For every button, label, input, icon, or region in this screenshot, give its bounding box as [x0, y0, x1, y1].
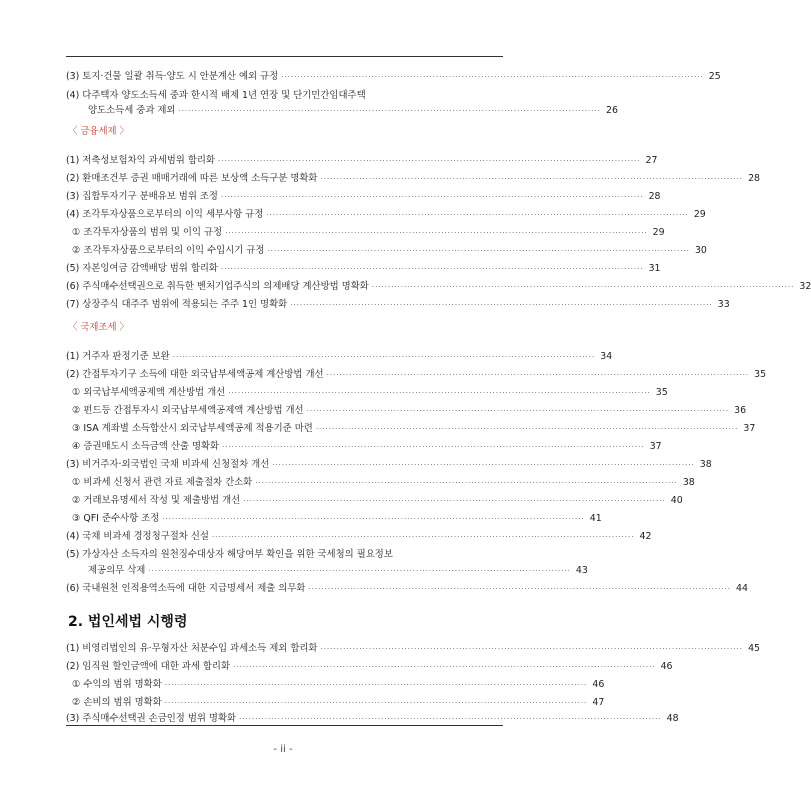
toc-entry[interactable]: [66, 259, 661, 275]
toc-entry[interactable]: [66, 151, 658, 167]
toc-entry-text: ② 조각투자상품으로부터의 이익 수입시기 규정: [72, 245, 265, 256]
leader-dots: ···································································································································: [266, 211, 689, 219]
toc-entry[interactable]: [66, 709, 679, 725]
toc-entry[interactable]: [66, 473, 695, 489]
leader-dots: ···································································································································: [315, 425, 739, 433]
toc-entry[interactable]: [66, 693, 605, 709]
leader-dots: ···································································································································: [308, 585, 731, 593]
leader-dots: ···································································································································: [228, 389, 651, 397]
toc-entry-text: (1) 비영리법인의 유·무형자산 처분수입 과세소득 제외 합리화: [66, 643, 318, 654]
toc-entry[interactable]: [66, 509, 602, 525]
toc-entry[interactable]: [66, 67, 721, 83]
leader-dots: ···································································································································: [320, 645, 743, 653]
leader-dots: ···································································································································: [148, 567, 571, 575]
leader-dots: ···································································································································: [272, 461, 695, 469]
toc-entry[interactable]: [66, 527, 652, 543]
leader-dots: ···································································································································: [162, 515, 585, 523]
toc-entry-text: ④ 증권매도시 소득금액 산출 명확화: [72, 441, 220, 452]
toc-page-number: 27: [645, 155, 658, 166]
toc-entry[interactable]: [66, 365, 767, 381]
toc-entry-text: ① 비과세 신청서 관련 자료 제출절차 간소화: [72, 477, 253, 488]
toc-page-number: 28: [648, 191, 661, 202]
leader-dots: ···································································································································: [222, 443, 645, 451]
leader-dots: ···································································································································: [371, 283, 795, 291]
toc-entry[interactable]: [66, 437, 662, 453]
leader-dots: ···································································································································: [225, 229, 648, 237]
toc-page-number: 29: [652, 227, 665, 238]
toc-page-number: 44: [736, 583, 748, 594]
toc-frame: [66, 56, 811, 726]
toc-entry[interactable]: [66, 101, 618, 117]
toc-entry-text: (4) 국채 비과세 경정청구절차 신설: [66, 531, 209, 542]
toc-entry[interactable]: [66, 419, 756, 435]
toc-entry-text: 양도소득세 중과 제외: [88, 105, 176, 116]
toc-entry[interactable]: [66, 86, 489, 102]
toc-page-number: 37: [743, 423, 756, 434]
toc-entry-text: (2) 임직원 할인금액에 대한 과세 합리화: [66, 661, 231, 672]
toc-page-number: 36: [734, 405, 747, 416]
toc-page-number: 28: [748, 173, 760, 184]
toc-entry-text: ① 외국납부세액공제액 계산방법 개선: [72, 387, 226, 398]
toc-entry-text: (6) 국내원천 인적용역소득에 대한 지급명세서 제출 의무화: [66, 583, 306, 594]
leader-dots: ···································································································································: [233, 663, 656, 671]
toc-page-number: 43: [575, 565, 588, 576]
toc-page-number: 48: [666, 713, 679, 724]
toc-entry[interactable]: [66, 169, 760, 185]
toc-entry-text: 제공의무 삭제: [88, 565, 146, 576]
leader-dots: ···································································································································: [281, 73, 704, 81]
toc-entry[interactable]: [66, 223, 665, 239]
toc-entry-text: (4) 다주택자 양도소득세 중과 한시적 배제 1년 연장 및 단기민간임대주택: [66, 90, 366, 101]
leader-dots: ···································································································································: [267, 247, 690, 255]
toc-page-number: 35: [754, 369, 767, 380]
toc-entry[interactable]: [66, 347, 613, 363]
category-heading-finance: 〈 금융세제 〉: [68, 126, 129, 137]
toc-entry-text: ② 손비의 범위 명확화: [72, 697, 162, 708]
leader-dots: ···································································································································: [221, 193, 644, 201]
toc-entry-text: ① 조각투자상품의 범위 및 이익 규정: [72, 227, 223, 238]
toc-entry[interactable]: [66, 579, 748, 595]
leader-dots: ···································································································································: [290, 301, 713, 309]
toc-page-number: 38: [699, 459, 712, 470]
toc-page-number: 34: [600, 351, 613, 362]
toc-entry-text: (3) 비거주자·외국법인 국채 비과세 신청절차 개선: [66, 459, 270, 470]
toc-page-number: 42: [639, 531, 652, 542]
leader-dots: ···································································································································: [221, 265, 644, 273]
toc-entry-text: (2) 환매조건부 증권 매매거래에 따른 보상액 소득구분 명확화: [66, 173, 318, 184]
toc-entry[interactable]: [66, 455, 712, 471]
toc-entry-text: ② 펀드등 간접투자시 외국납부세액공제액 계산방법 개선: [72, 405, 304, 416]
toc-entry[interactable]: [66, 187, 661, 203]
toc-entry[interactable]: [66, 241, 707, 257]
toc-entry[interactable]: [66, 675, 605, 691]
leader-dots: ···································································································································: [164, 699, 588, 707]
leader-dots: ···································································································································: [178, 107, 601, 115]
toc-entry-text: ③ QFI 준수사항 조정: [72, 513, 160, 524]
toc-entry-text: (2) 간접투자기구 소득에 대한 외국납부세액공제 계산방법 개선: [66, 369, 324, 380]
toc-entry-text: (1) 거주자 판정기준 보완: [66, 351, 170, 362]
toc-page-number: 46: [592, 679, 605, 690]
toc-entry-text: (5) 자본잉여금 감액배당 범위 합리화: [66, 263, 218, 274]
page-footer: - ii -: [273, 744, 293, 755]
toc-page-number: 45: [748, 643, 760, 654]
toc-page-number: 30: [694, 245, 707, 256]
toc-page-number: 33: [717, 299, 730, 310]
toc-entry[interactable]: [66, 295, 730, 311]
toc-page-number: 37: [649, 441, 662, 452]
toc-page-number: 25: [708, 71, 721, 82]
toc-entry-text: (3) 토지·건물 일괄 취득·양도 시 안분계산 예외 규정: [66, 71, 279, 82]
toc-entry-text: (7) 상장주식 대주주 범위에 적용되는 주주 1인 명확화: [66, 299, 288, 310]
toc-page-number: 46: [660, 661, 673, 672]
toc-page-number: 41: [589, 513, 602, 524]
toc-entry-text: ① 수익의 범위 명확화: [72, 679, 162, 690]
leader-dots: ···································································································································: [211, 533, 635, 541]
leader-dots: ···································································································································: [326, 371, 750, 379]
toc-entry-text: (1) 저축성보험차익 과세범위 합리화: [66, 155, 216, 166]
leader-dots: ···································································································································: [243, 497, 666, 505]
toc-entry[interactable]: [66, 491, 683, 507]
toc-page-number: 26: [606, 105, 618, 116]
leader-dots: ···································································································································: [172, 353, 596, 361]
toc-entry-text: (5) 가상자산 소득자의 원천징수대상자 해당여부 확인을 위한 국세청의 필요정보: [66, 549, 393, 560]
toc-page-number: 38: [682, 477, 695, 488]
toc-entry[interactable]: [66, 277, 811, 293]
toc-entry-text: (6) 주식매수선택권으로 취득한 벤처기업주식의 의제배당 계산방법 명확화: [66, 281, 369, 292]
toc-entry-text: (3) 집합투자기구 분배유보 범위 조정: [66, 191, 218, 202]
leader-dots: ···································································································································: [320, 175, 743, 183]
toc-entry[interactable]: [66, 657, 673, 673]
leader-dots: ···································································································································: [255, 479, 678, 487]
toc-page-number: 35: [655, 387, 668, 398]
section-heading: 2. 법인세법 시행령: [68, 614, 188, 630]
toc-entry-text: ③ ISA 계좌별 소득합산시 외국납부세액공제 적용기준 마련: [72, 423, 313, 434]
toc-entry-text: ② 거래보유명세서 작성 및 제출방법 개선: [72, 495, 241, 506]
toc-entry[interactable]: [66, 545, 489, 561]
toc-entry[interactable]: [66, 205, 706, 221]
toc-entry[interactable]: [66, 561, 588, 577]
toc-entry-text: (4) 조각투자상품으로부터의 이익 세부사항 규정: [66, 209, 264, 220]
toc-page-number: 32: [799, 281, 811, 292]
toc-page-number: 47: [592, 697, 605, 708]
toc-page-number: 40: [670, 495, 683, 506]
toc-page-number: 29: [693, 209, 706, 220]
toc-entry[interactable]: [66, 383, 668, 399]
leader-dots: ···································································································································: [164, 681, 588, 689]
category-heading-international: 〈 국제조세 〉: [68, 322, 129, 333]
toc-entry[interactable]: [66, 401, 747, 417]
leader-dots: ···································································································································: [306, 407, 730, 415]
toc-entry-text: (3) 주식매수선택권 손금인정 범위 명확화: [66, 713, 237, 724]
leader-dots: ···································································································································: [239, 715, 662, 723]
toc-page-number: 31: [648, 263, 661, 274]
toc-entry[interactable]: [66, 639, 760, 655]
leader-dots: ···································································································································: [218, 157, 641, 165]
